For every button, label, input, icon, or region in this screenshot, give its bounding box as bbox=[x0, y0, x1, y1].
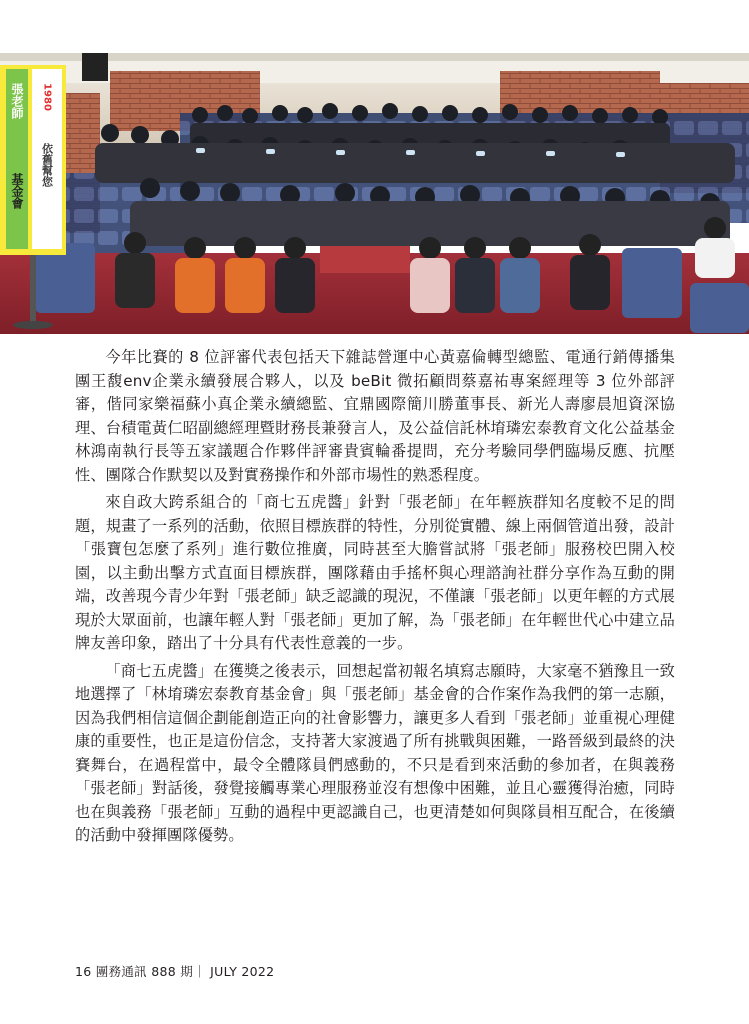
paragraph-team-plan: 來自政大跨系組合的「商七五虎醬」針對「張老師」在年輕族群知名度較不足的問題，規畫了一系列的活動，依照目標族群的特性，分別從實體、線上兩個管道出發，設計「張寶包怎麼了系列」進行數位推廣，同時甚至大膽嘗試將「張老師」服務校巴開入校園，以主動出擊方式直面目標族群，團隊藉由手搖杯與心理諮詢社群分享作為互動的開端，改善現今青少年對「張老師」缺乏認識的現況，不僅讓「張老師」以更年輕的方式展現於大眾面前，也讓年輕人對「張老師」更加了解，為「張老師」在年輕世代心中建立品牌友善印象，踏出了十分具有代表性意義的一步。 bbox=[75, 493, 675, 652]
banner-org-name: 張老師 bbox=[10, 83, 24, 119]
auditorium-photo-illustration bbox=[0, 53, 749, 334]
paragraph-judges: 今年比賽的 8 位評審代表包括天下雜誌營運中心黃嘉倫轉型總監、電通行銷傳播集團王馥env企業永續發展合夥人，以及 beBit 微拓顧問蔡嘉祐專案經理等 3 位外部評審，偕同家樂福蘇小真企業永續總監、宜鼎國際簡川勝董事長、新光人壽廖晨旭資深協理、台積電黃仁昭副總經理暨財務長兼發言人，及公益信託林堉璘宏泰教育文化公益基金林鴻南執行長等五家議題合作夥伴評審貴賓輪番提問，充分考驗同學們臨場反應、抗壓性、團隊合作默契以及對實務操作和外部市場性的熟悉程度。 bbox=[75, 348, 675, 484]
banner bbox=[0, 65, 66, 255]
banner-slogan: 依舊幫您 bbox=[40, 143, 54, 187]
group-photo bbox=[0, 53, 749, 334]
paragraph-team-reflection: 「商七五虎醬」在獲獎之後表示，回想起當初報名填寫志願時，大家毫不猶豫且一致地選擇了「林堉璘宏泰教育基金會」與「張老師」基金會的合作案作為我們的第一志願，因為我們相信這個企劃能創造正向的社會影響力，讓更多人看到「張老師」並重視心理健康的重要性，也正是這份信念，支持著大家渡過了所有挑戰與困難，一路晉級到最終的決賽舞台，在過程當中，最令全體隊員們感動的，不只是看到來活動的參加者，在與義務「張老師」對話後，發覺接觸專業心理服務並沒有想像中困難，並且心靈獲得治癒，同時也在與義務「張老師」互動的過程中更認識自己，也更清楚如何與隊員相互配合，在後續的活動中發揮團隊優勢。 bbox=[75, 661, 675, 844]
banner-org-type: 基金會 bbox=[10, 173, 24, 209]
article-body bbox=[75, 346, 675, 852]
banner-year: 1980 bbox=[41, 83, 53, 111]
page-footer: 16 團務通訊 888 期｜ JULY 2022 bbox=[75, 964, 275, 979]
